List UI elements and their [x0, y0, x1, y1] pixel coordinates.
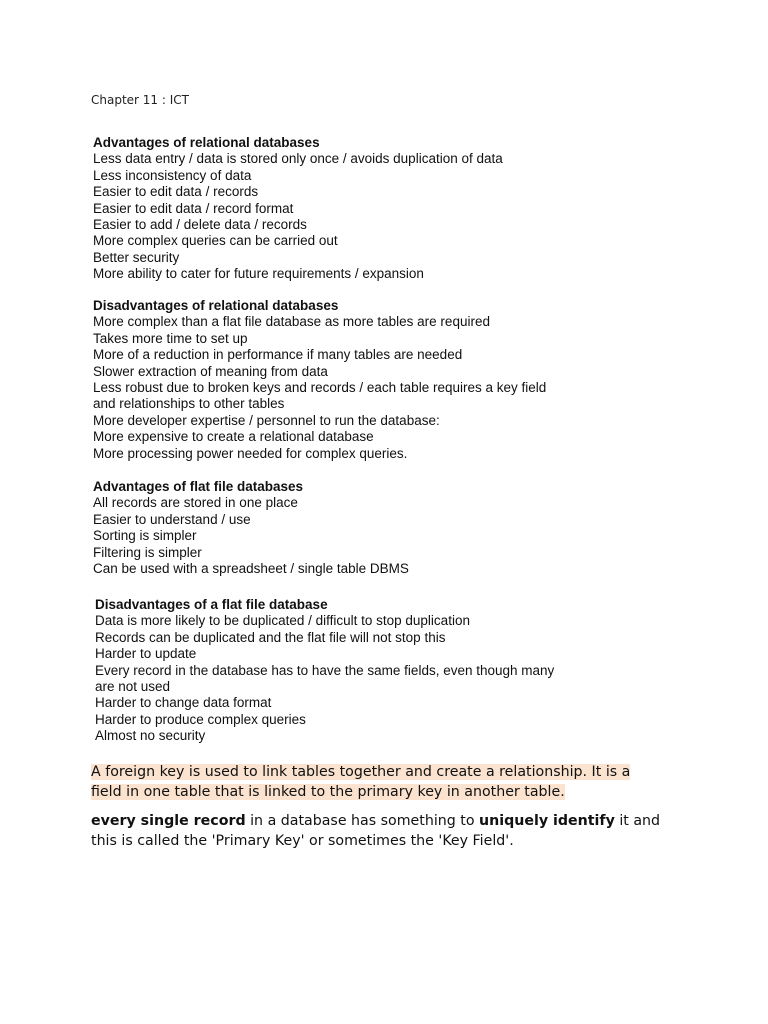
- section-flat-file-advantages: [93, 479, 693, 577]
- list-item: More complex queries can be carried out: [93, 233, 338, 249]
- list-item: More processing power needed for complex queries.: [93, 445, 408, 461]
- section-relational-disadvantages: [93, 298, 693, 462]
- chapter-heading: Chapter 11 : ICT: [91, 93, 189, 107]
- list-item: and relationships to other tables: [93, 396, 285, 412]
- section-relational-advantages: [93, 135, 693, 283]
- list-item: Filtering is simpler: [93, 544, 202, 560]
- list-item: All records are stored in one place: [93, 495, 298, 511]
- list-item: Takes more time to set up: [93, 330, 248, 346]
- bold-text: uniquely identify: [479, 813, 615, 829]
- list-item: Easier to add / delete data / records: [93, 217, 307, 233]
- list-item: Less data entry / data is stored only once / avoids duplication of data: [93, 151, 503, 167]
- item-list: [95, 613, 695, 744]
- list-item: Easier to edit data / record format: [93, 200, 294, 216]
- item-list: [93, 314, 693, 462]
- paragraph-text: this is called the 'Primary Key' or sometimes the 'Key Field'.: [91, 832, 514, 849]
- list-item: Can be used with a spreadsheet / single table DBMS: [93, 561, 409, 577]
- list-item: Almost no security: [95, 728, 206, 744]
- list-item: Data is more likely to be duplicated / difficult to stop duplication: [95, 613, 470, 629]
- list-item: Slower extraction of meaning from data: [93, 363, 328, 379]
- paragraph-text: it and: [614, 813, 661, 829]
- section-title: Disadvantages of relational databases: [93, 298, 339, 313]
- bold-text: every single record: [91, 813, 246, 829]
- item-list: [93, 151, 693, 282]
- list-item: More ability to cater for future requirements / expansion: [93, 266, 424, 282]
- item-list: [93, 495, 693, 577]
- list-item: More complex than a flat file database as more tables are required: [93, 314, 490, 330]
- list-item: Harder to change data format: [95, 695, 272, 711]
- section-title: Disadvantages of a flat file database: [95, 597, 328, 612]
- section-flat-file-disadvantages: [95, 597, 695, 745]
- list-item: are not used: [95, 679, 171, 695]
- paragraph-text: in a database has something to: [245, 813, 480, 829]
- highlighted-text: field in one table that is linked to the primary key in another table.: [91, 783, 565, 800]
- list-item: More expensive to create a relational database: [93, 429, 374, 445]
- primary-key-paragraph: [91, 812, 691, 851]
- list-item: Harder to update: [95, 646, 197, 662]
- list-item: More of a reduction in performance if many tables are needed: [93, 347, 463, 363]
- list-item: Easier to understand / use: [93, 511, 251, 527]
- list-item: Less robust due to broken keys and records / each table requires a key field: [93, 380, 547, 396]
- list-item: Less inconsistency of data: [93, 167, 252, 183]
- list-item: More developer expertise / personnel to run the database:: [93, 412, 440, 428]
- list-item: Harder to produce complex queries: [95, 711, 306, 727]
- highlighted-text: A foreign key is used to link tables together and create a relationship. It is a: [91, 764, 631, 780]
- list-item: Sorting is simpler: [93, 528, 197, 544]
- list-item: Better security: [93, 249, 180, 265]
- section-title: Advantages of flat file databases: [93, 479, 304, 494]
- list-item: Easier to edit data / records: [93, 184, 259, 200]
- section-title: Advantages of relational databases: [93, 135, 320, 150]
- foreign-key-paragraph: [91, 763, 691, 802]
- list-item: Records can be duplicated and the flat file will not stop this: [95, 629, 446, 645]
- list-item: Every record in the database has to have the same fields, even though many: [95, 662, 555, 678]
